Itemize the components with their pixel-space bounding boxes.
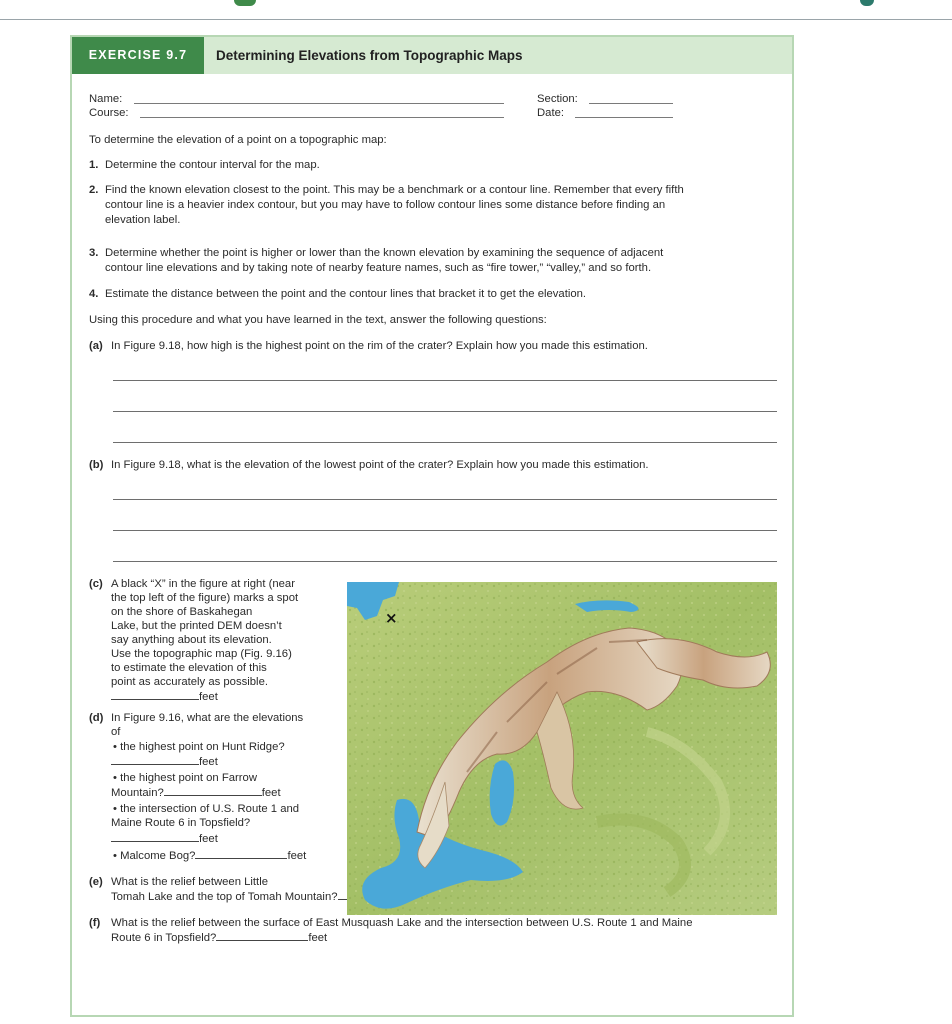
answer-line[interactable] (113, 380, 777, 381)
answer-blank[interactable] (216, 930, 308, 941)
answer-blank[interactable] (111, 831, 199, 842)
question-c-text: to estimate the elevation of this (111, 662, 267, 674)
answer-line[interactable] (113, 411, 777, 412)
step-text: elevation label. (105, 214, 181, 226)
answer-f (111, 930, 327, 945)
question-c-text: Use the topographic map (Fig. 9.16) (111, 648, 292, 660)
question-c-text: say anything about its elevation. (111, 634, 272, 646)
unit-label: feet (199, 756, 218, 768)
answer-c (111, 689, 218, 704)
question-d-label: (d) (89, 712, 104, 724)
answer-d2 (111, 785, 281, 800)
answer-blank[interactable] (195, 848, 287, 859)
question-c-text: on the shore of Baskahegan (111, 606, 253, 618)
question-c-text: Lake, but the printed DEM doesn’t (111, 620, 282, 632)
shaded-relief-map (347, 582, 777, 915)
step-number: 2. (89, 184, 99, 196)
question-f-label: (f) (89, 917, 101, 929)
name-label: Name: (89, 93, 123, 105)
header-fragment-teal (860, 0, 874, 6)
header-fragment-green (234, 0, 256, 6)
answer-blank[interactable] (111, 754, 199, 765)
unit-label: feet (199, 691, 218, 703)
answer-blank[interactable] (111, 689, 199, 700)
course-field[interactable] (140, 117, 504, 118)
unit-label: feet (308, 932, 328, 944)
question-d-bullet: Maine Route 6 in Topsfield? (111, 817, 251, 829)
question-f-text: What is the relief between the surface of East Musquash Lake and the intersection between U.S. Route 1 and Maine (111, 917, 693, 929)
answer-line[interactable] (113, 499, 777, 500)
answer-line[interactable] (113, 561, 777, 562)
step-number: 4. (89, 288, 99, 300)
question-c-label: (c) (89, 578, 103, 590)
question-f-text: Route 6 in Topsfield? (111, 932, 217, 944)
question-e-text: Tomah Lake and the top of Tomah Mountain? (111, 891, 338, 903)
question-c-text: A black “X” in the figure at right (near (111, 578, 295, 590)
question-a-text: In Figure 9.18, how high is the highest point on the rim of the crater? Explain how you made this estimation. (111, 340, 648, 352)
question-d-bullet: • the highest point on Hunt Ridge? (113, 741, 285, 753)
step-text: Determine the contour interval for the map. (105, 159, 320, 171)
step-number: 3. (89, 247, 99, 259)
exercise-header (72, 37, 792, 74)
answer-line[interactable] (113, 530, 777, 531)
answer-d3 (111, 831, 218, 846)
intro-text: To determine the elevation of a point on a topographic map: (89, 134, 387, 146)
question-b-label: (b) (89, 459, 104, 471)
answer-blank[interactable] (164, 785, 262, 796)
question-d-text: of (111, 726, 121, 738)
question-a-label: (a) (89, 340, 103, 352)
instructions-text: Using this procedure and what you have learned in the text, answer the following questions: (89, 314, 547, 326)
answer-d4 (113, 848, 306, 863)
unit-label: feet (261, 787, 281, 799)
date-field[interactable] (575, 117, 673, 118)
date-label: Date: (537, 107, 565, 119)
step-text: Determine whether the point is higher or lower than the known elevation by examining the sequence of adjacent (105, 247, 664, 259)
page-top-rule (0, 19, 952, 20)
question-e-label: (e) (89, 876, 103, 888)
exercise-title: Determining Elevations from Topographic Maps (216, 48, 523, 63)
answer-d1 (111, 754, 218, 769)
section-label: Section: (537, 93, 578, 105)
exercise-page (70, 35, 794, 1017)
question-d-bullet: • Malcome Bog? (113, 850, 196, 862)
question-c-text: point as accurately as possible. (111, 676, 268, 688)
question-e-text: What is the relief between Little (111, 876, 268, 888)
section-field[interactable] (589, 103, 673, 104)
unit-label: feet (287, 850, 307, 862)
step-text: contour line elevations and by taking note of nearby feature names, such as “fire tower,” “valley,” and so forth. (105, 262, 652, 274)
question-c-text: the top left of the figure) marks a spot (111, 592, 299, 604)
question-d-bullet: • the intersection of U.S. Route 1 and (113, 803, 300, 815)
location-marker: × (385, 609, 398, 627)
name-field[interactable] (134, 103, 504, 104)
question-b-text: In Figure 9.18, what is the elevation of the lowest point of the crater? Explain how you made this estimation. (111, 459, 649, 471)
question-d-bullet: Mountain? (111, 787, 164, 799)
question-d-text: In Figure 9.16, what are the elevations (111, 712, 304, 724)
answer-line[interactable] (113, 442, 777, 443)
step-text: contour line is a heavier index contour, but you may have to follow contour lines some distance before finding an (105, 199, 666, 211)
question-d-bullet: • the highest point on Farrow (113, 772, 257, 784)
step-text: Estimate the distance between the point and the contour lines that bracket it to get the elevation. (105, 288, 587, 300)
step-text: Find the known elevation closest to the point. This may be a benchmark or a contour line. Remember that every fifth (105, 184, 684, 196)
course-label: Course: (89, 107, 129, 119)
unit-label: feet (199, 833, 218, 845)
exercise-label: EXERCISE 9.7 (72, 37, 204, 74)
step-number: 1. (89, 159, 99, 171)
